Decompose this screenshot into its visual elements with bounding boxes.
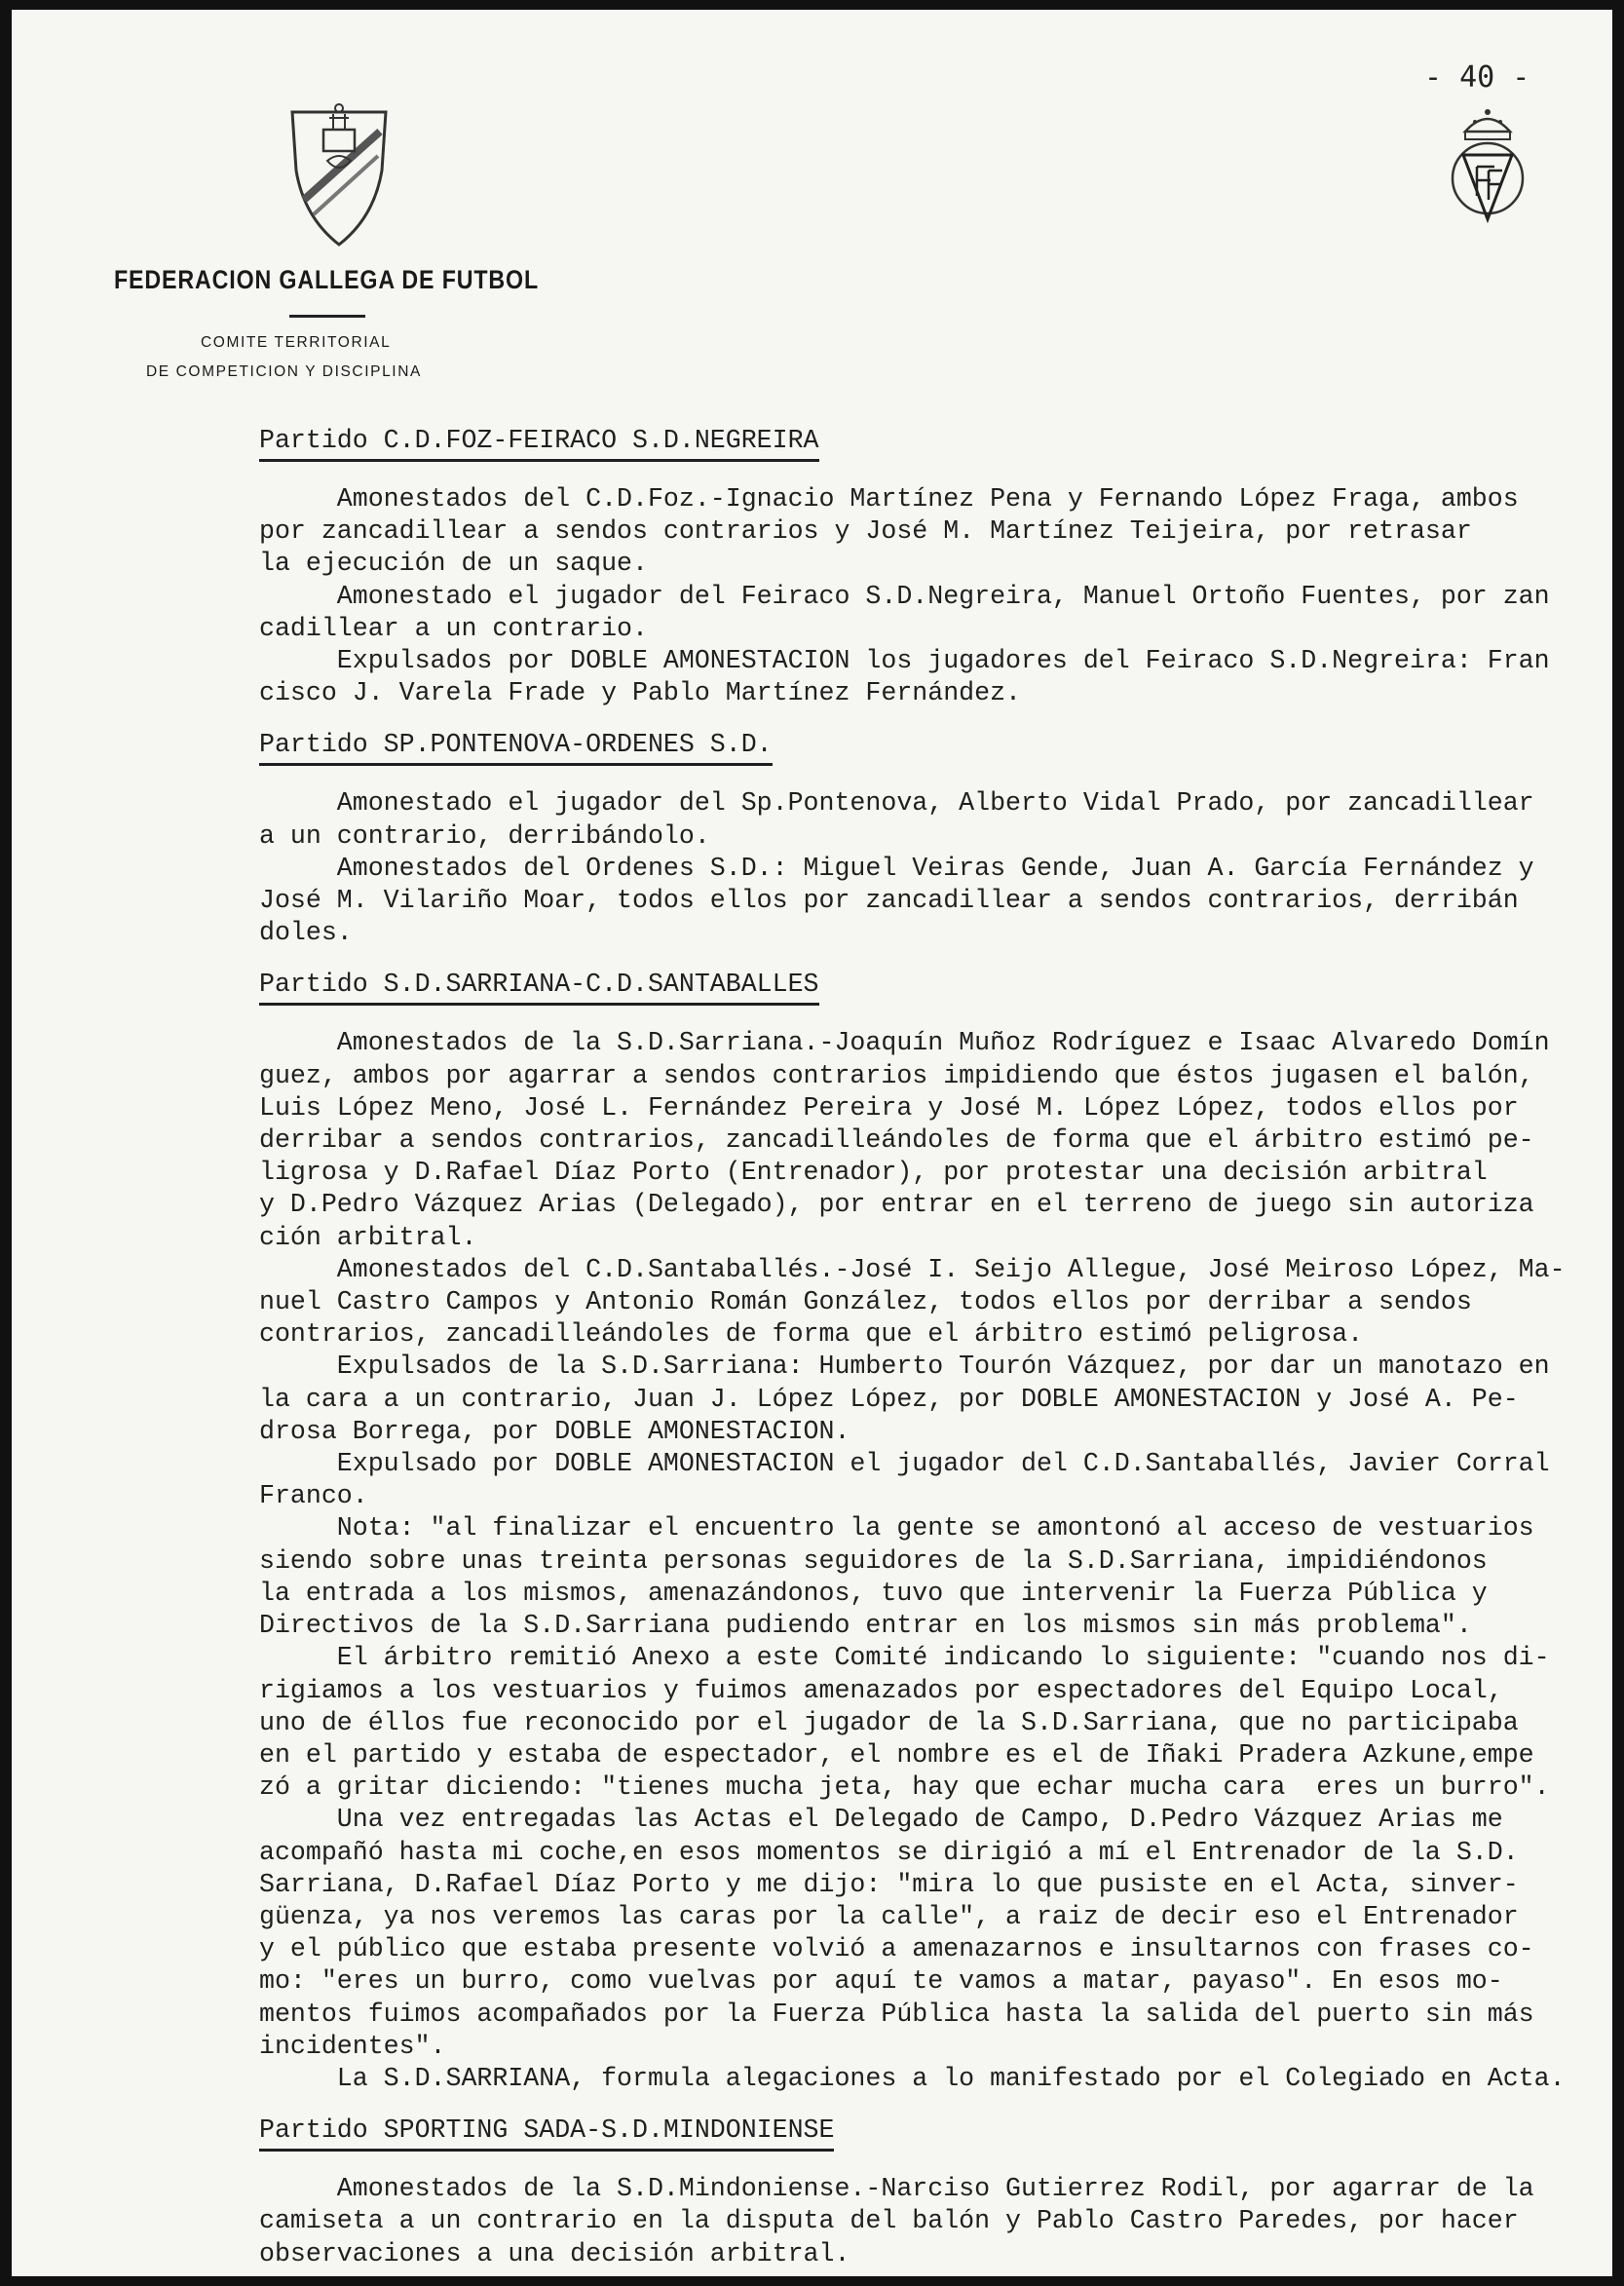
section-gap xyxy=(259,949,1608,969)
text-line: en el partido y estaba de espectador, el nombre es el de Iñaki Pradera Azkune,empe xyxy=(259,1739,1534,1770)
text-line: observaciones a una decisión arbitral. xyxy=(259,2238,850,2268)
paragraph xyxy=(259,787,1608,852)
paragraph xyxy=(259,1351,1608,1448)
paragraph xyxy=(259,2063,1608,2095)
paragraph xyxy=(259,1254,1608,1352)
paragraph xyxy=(259,1512,1608,1642)
paragraph xyxy=(259,1804,1608,2063)
text-line: Amonestados del C.D.Santaballés.-José I. Seijo Allegue, José Meiroso López, Ma- xyxy=(259,1254,1566,1284)
paragraph xyxy=(259,645,1608,709)
federation-crest-icon xyxy=(284,102,394,248)
paragraph xyxy=(259,581,1608,645)
text-line: Expulsados por DOBLE AMONESTACION los jugadores del Feiraco S.D.Negreira: Fran xyxy=(259,646,1550,676)
text-line: y D.Pedro Vázquez Arias (Delegado), por entrar en el terreno de juego sin autoriza xyxy=(259,1190,1534,1220)
text-line: Amonestado el jugador del Feiraco S.D.Negreira, Manuel Ortoño Fuentes, por zan xyxy=(259,581,1550,611)
match-heading: Partido SP.PONTENOVA-ORDENES S.D. xyxy=(259,730,773,766)
text-line: guez, ambos por agarrar a sendos contrarios impidiendo que éstos jugasen el balón, xyxy=(259,1060,1534,1090)
match-section xyxy=(259,425,1608,729)
header-divider xyxy=(289,315,365,318)
section-gap xyxy=(259,709,1608,729)
text-line: la ejecución de un saque. xyxy=(259,549,648,579)
text-line: doles. xyxy=(259,918,353,948)
paragraph xyxy=(259,2173,1608,2270)
text-line: José M. Vilariño Moar, todos ellos por zancadillear a sendos contrarios, derribán xyxy=(259,886,1519,916)
text-line: ción arbitral. xyxy=(259,1222,477,1252)
text-line: nuel Castro Campos y Antonio Román González, todos ellos por derribar a sendos xyxy=(259,1287,1472,1317)
text-line: Nota: "al finalizar el encuentro la gente se amontonó al acceso de vestuarios xyxy=(259,1513,1534,1543)
page-number: - 40 - xyxy=(1424,60,1530,95)
text-line: incidentes". xyxy=(259,2031,446,2061)
text-line: la entrada a los mismos, amenazándonos, tuvo que intervenir la Fuerza Pública y xyxy=(259,1578,1488,1608)
match-heading: Partido SPORTING SADA-S.D.MINDONIENSE xyxy=(259,2115,834,2152)
text-line: contrarios, zancadilleándoles de forma que el árbitro estimó peligrosa. xyxy=(259,1319,1364,1350)
text-line: mo: "eres un burro, como vuelvas por aquí te vamos a matar, payaso". En esos mo- xyxy=(259,1966,1503,1997)
committee-line-2: DE COMPETICION Y DISCIPLINA xyxy=(146,363,422,380)
document-page xyxy=(12,10,1612,2276)
match-heading: Partido S.D.SARRIANA-C.D.SANTABALLES xyxy=(259,970,819,1006)
match-heading: Partido C.D.FOZ-FEIRACO S.D.NEGREIRA xyxy=(259,426,819,462)
text-line: Amonestados del C.D.Foz.-Ignacio Martínez Pena y Fernando López Fraga, ambos xyxy=(259,484,1519,514)
text-line: El árbitro remitió Anexo a este Comité indicando lo siguiente: "cuando nos di- xyxy=(259,1643,1550,1673)
paragraph xyxy=(259,853,1608,950)
text-line: güenza, ya nos veremos las caras por la calle", a raiz de decir eso el Entrenador xyxy=(259,1901,1519,1931)
committee-line-1: COMITE TERRITORIAL xyxy=(201,334,392,351)
text-line: mentos fuimos acompañados por la Fuerza Pública hasta la salida del puerto sin más xyxy=(259,1999,1534,2029)
text-line: Sarriana, D.Rafael Díaz Porto y me dijo: "mira lo que pusiste en el Acta, sinver- xyxy=(259,1869,1519,1899)
match-section xyxy=(259,2115,1608,2270)
text-line: Directivos de la S.D.Sarriana pudiendo entrar en los mismos sin más problema". xyxy=(259,1611,1472,1641)
text-line: Amonestado el jugador del Sp.Pontenova, Alberto Vidal Prado, por zancadillear xyxy=(259,788,1534,819)
text-line: ligrosa y D.Rafael Díaz Porto (Entrenador), por protestar una decisión arbitral xyxy=(259,1158,1488,1188)
text-line: drosa Borrega, por DOBLE AMONESTACION. xyxy=(259,1416,850,1446)
federation-name: FEDERACION GALLEGA DE FUTBOL xyxy=(114,265,540,294)
heading-spacer xyxy=(259,2152,1608,2173)
paragraph xyxy=(259,1027,1608,1253)
match-section xyxy=(259,969,1608,2115)
paragraph xyxy=(259,1448,1608,1512)
text-line: Franco. xyxy=(259,1481,368,1511)
document-body xyxy=(259,425,1608,2270)
text-line: La S.D.SARRIANA, formula alegaciones a lo manifestado por el Colegiado en Acta. xyxy=(259,2063,1566,2093)
text-line: cisco J. Varela Frade y Pablo Martínez Fernández. xyxy=(259,678,1021,708)
paragraph xyxy=(259,1642,1608,1804)
text-line: Expulsado por DOBLE AMONESTACION el jugador del C.D.Santaballés, Javier Corral xyxy=(259,1449,1550,1479)
text-line: siendo sobre unas treinta personas seguidores de la S.D.Sarriana, impidiéndonos xyxy=(259,1545,1488,1576)
text-line: derribar a sendos contrarios, zancadilleándoles de forma que el árbitro estimó pe- xyxy=(259,1125,1534,1156)
text-line: Luis López Meno, José L. Fernández Pereira y José M. López López, todos ellos por xyxy=(259,1092,1519,1123)
heading-spacer xyxy=(259,1006,1608,1027)
text-line: zó a gritar diciendo: "tienes mucha jeta, hay que echar mucha cara eres un burro". xyxy=(259,1772,1550,1803)
text-line: camiseta a un contrario en la disputa del balón y Pablo Castro Paredes, por hacer xyxy=(259,2206,1519,2236)
text-line: Amonestados del Ordenes S.D.: Miguel Veiras Gende, Juan A. García Fernández y xyxy=(259,853,1534,883)
text-line: Amonestados de la S.D.Mindoniense.-Narciso Gutierrez Rodil, por agarrar de la xyxy=(259,2174,1534,2204)
text-line: Amonestados de la S.D.Sarriana.-Joaquín Muñoz Rodríguez e Isaac Alvaredo Domín xyxy=(259,1028,1550,1058)
paragraph xyxy=(259,483,1608,581)
text-line: Expulsados de la S.D.Sarriana: Humberto Tourón Vázquez, por dar un manotazo en xyxy=(259,1352,1550,1382)
text-line: a un contrario, derribándolo. xyxy=(259,820,710,851)
text-line: uno de éllos fue reconocido por el jugador de la S.D.Sarriana, que no participaba xyxy=(259,1707,1519,1737)
text-line: acompañó hasta mi coche,en esos momentos se dirigió a mí el Entrenador de la S.D. xyxy=(259,1837,1519,1867)
text-line: Una vez entregadas las Actas el Delegado de Campo, D.Pedro Vázquez Arias me xyxy=(259,1805,1503,1835)
match-section xyxy=(259,729,1608,969)
text-line: cadillear a un contrario. xyxy=(259,613,648,643)
text-line: por zancadillear a sendos contrarios y José M. Martínez Teijeira, por retrasar xyxy=(259,516,1472,547)
heading-spacer xyxy=(259,462,1608,483)
text-line: rigiamos a los vestuarios y fuimos amenazados por espectadores del Equipo Local, xyxy=(259,1675,1503,1705)
text-line: la cara a un contrario, Juan J. López López, por DOBLE AMONESTACION y José A. Pe- xyxy=(259,1384,1519,1414)
spanish-federation-crest-icon xyxy=(1444,102,1531,229)
section-gap xyxy=(259,2095,1608,2115)
text-line: y el público que estaba presente volvió a amenazarnos e insultarnos con frases co- xyxy=(259,1934,1534,1964)
heading-spacer xyxy=(259,766,1608,787)
